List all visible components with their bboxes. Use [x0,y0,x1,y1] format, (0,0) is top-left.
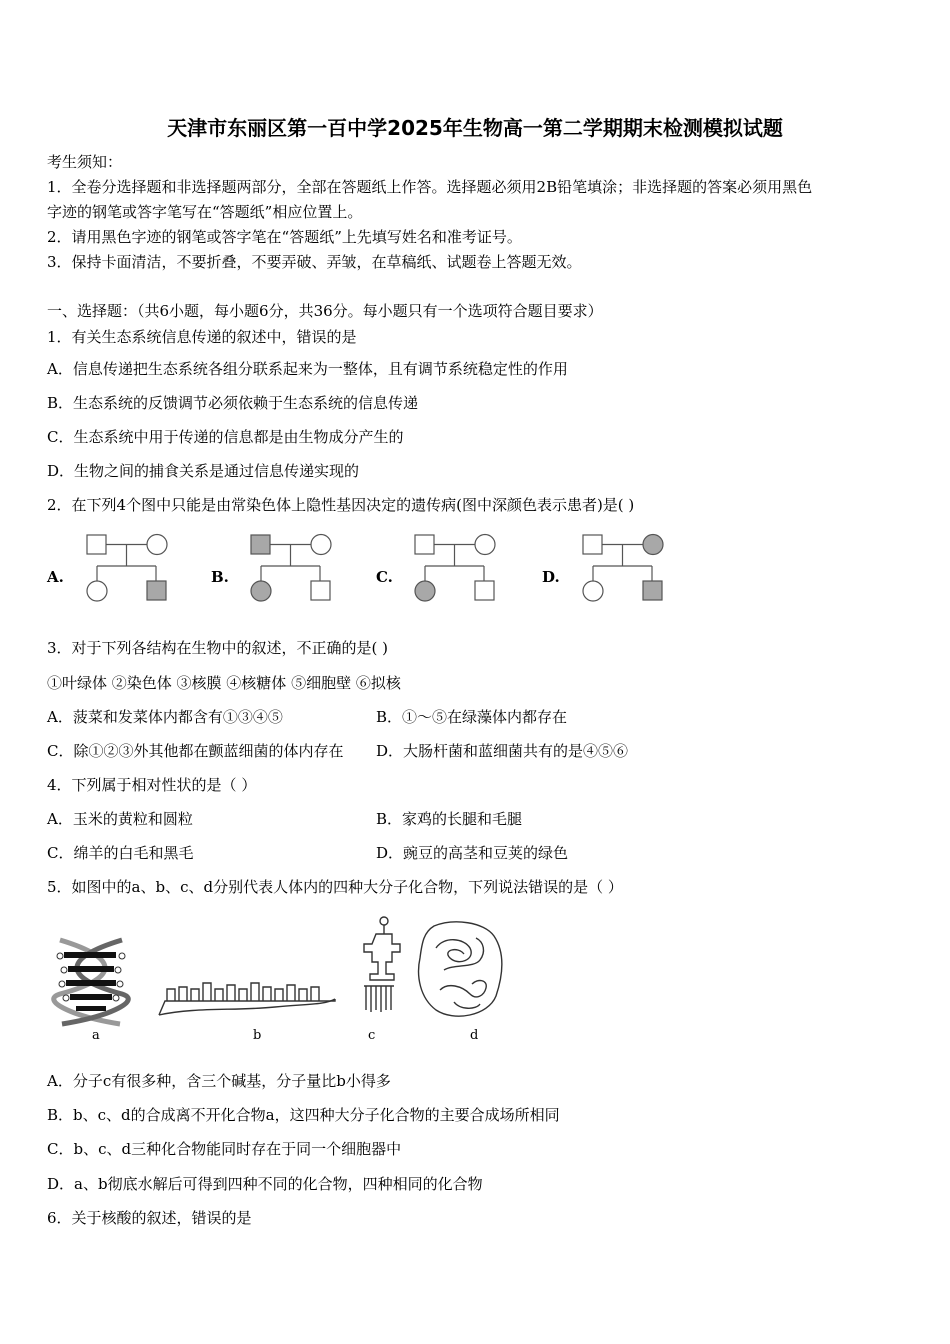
q6-stem: 6．关于核酸的叙述，错误的是 [47,1209,252,1227]
q1-option-d: D．生物之间的捕食关系是通过信息传递实现的 [47,462,360,480]
protein-figure [414,918,506,1022]
figure-label-d: d [470,1028,479,1043]
q2-stem: 2．在下列4个图中只能是由常染色体上隐性基因决定的遗传病(图中深颜色表示患者)是( ) [47,496,635,514]
q2-label-c: C. [376,568,393,586]
trna-figure [350,914,400,1026]
q3-option-d: D．大肠杆菌和蓝细菌共有的是④⑤⑥ [376,742,629,760]
dna-helix-figure [50,936,136,1028]
q3-stem: 3．对于下列各结构在生物中的叙述，不正确的是( ) [47,639,389,657]
figure-label-a: a [92,1028,100,1043]
q3-option-a: A．菠菜和发菜体内都含有①③④⑤ [47,708,283,726]
q5-option-b: B．b、c、d的合成离不开化合物a，这四种大分子化合物的主要合成场所相同 [47,1106,560,1124]
notice-line-2: 字迹的钢笔或答字笔写在“答题纸”相应位置上。 [47,203,363,221]
q1-option-b: B．生态系统的反馈调节必须依赖于生态系统的信息传递 [47,394,419,412]
q5-option-a: A．分子c有很多种，含三个碱基，分子量比b小得多 [47,1072,391,1090]
pedigree-b [246,530,346,606]
q2-label-b: B. [211,568,229,586]
q5-option-c: C．b、c、d三种化合物能同时存在于同一个细胞器中 [47,1140,402,1158]
q4-option-d: D．豌豆的高茎和豆荚的绿色 [376,844,569,862]
q1-option-a: A．信息传递把生态系统各组分联系起来为一整体，且有调节系统稳定性的作用 [47,360,568,378]
q3-option-c: C．除①②③外其他都在颤蓝细菌的体内存在 [47,742,344,760]
q5-option-d: D．a、b彻底水解后可得到四种不同的化合物，四种相同的化合物 [47,1175,483,1193]
mrna-strand-figure [155,975,339,1021]
pedigree-c [410,530,510,606]
q4-option-b: B．家鸡的长腿和毛腿 [376,810,523,828]
q5-stem: 5．如图中的a、b、c、d分别代表人体内的四种大分子化合物，下列说法错误的是（ ） [47,878,623,896]
q3-option-b: B．①～⑤在绿藻体内都存在 [376,708,568,726]
page-title: 天津市东丽区第一百中学2025年生物高一第二学期期末检测模拟试题 [167,116,783,140]
section-heading: 一、选择题：（共6小题，每小题6分，共36分。每小题只有一个选项符合题目要求） [47,302,603,320]
notice-heading: 考生须知： [47,153,123,171]
pedigree-a [82,530,182,606]
figure-label-b: b [253,1028,262,1043]
q2-label-a: A. [47,568,64,586]
q1-option-c: C．生态系统中用于传递的信息都是由生物成分产生的 [47,428,404,446]
notice-line-4: 3．保持卡面清洁，不要折叠，不要弄破、弄皱，在草稿纸、试题卷上答题无效。 [47,253,582,271]
q1-stem: 1．有关生态系统信息传递的叙述中，错误的是 [47,328,357,346]
q4-stem: 4．下列属于相对性状的是（ ） [47,776,257,794]
q2-label-d: D. [542,568,560,586]
q4-option-a: A．玉米的黄粒和圆粒 [47,810,193,828]
notice-line-1: 1．全卷分选择题和非选择题两部分，全部在答题纸上作答。选择题必须用2B铅笔填涂；非选择题的答案必须用黑色 [47,178,813,196]
q4-option-c: C．绵羊的白毛和黑毛 [47,844,194,862]
notice-line-3: 2．请用黑色字迹的钢笔或答字笔在“答题纸”上先填写姓名和准考证号。 [47,228,522,246]
figure-label-c: c [368,1028,376,1043]
q3-structures: ①叶绿体 ②染色体 ③核膜 ④核糖体 ⑤细胞壁 ⑥拟核 [47,674,401,692]
pedigree-d [578,530,678,606]
